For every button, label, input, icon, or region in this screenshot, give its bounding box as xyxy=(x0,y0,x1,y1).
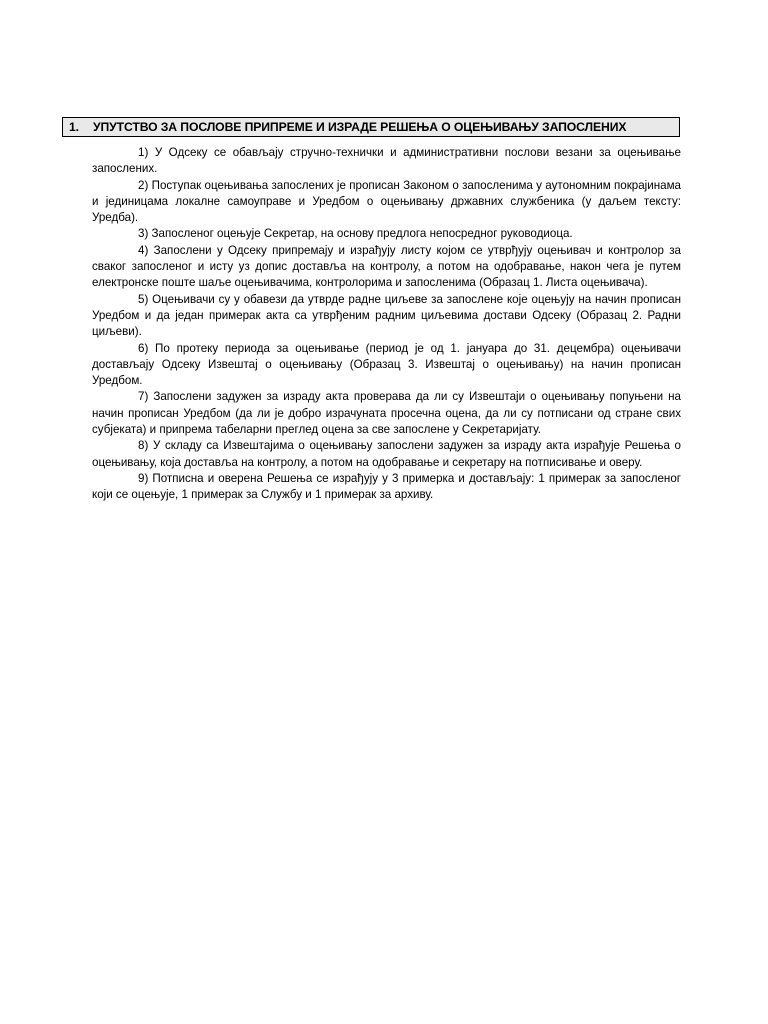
paragraph-7: 7) Запослени задужен за израду акта проверава да ли су Извештаји о оцењивању попуњени на начин прописан Уредбом (да ли је добро израчуната просечна оцена, да ли су потписани од стране свих субјеката) и припрема табеларни преглед оцена за све запослене у Секретаријату. xyxy=(92,390,681,437)
paragraph-6: 6) По протеку периода за оцењивање (период је од 1. јануара до 31. децембра) оцењивачи достављају Одсеку Извештај о оцењивању (Образац 3. Извештај о оцењивању) на начин прописан Уредбом. xyxy=(92,341,681,388)
section-title: УПУТСТВО ЗА ПОСЛОВЕ ПРИПРЕМЕ И ИЗРАДЕ РЕШЕЊА О ОЦЕЊИВАЊУ ЗАПОСЛЕНИХ xyxy=(93,120,627,134)
paragraph-8: 8) У складу са Извештајима о оцењивању запослени задужен за израду акта израђује Решења о оцењивању, која доставља на контролу, а потом на одобравање и секретару на потписивање и оверу. xyxy=(92,439,681,469)
paragraph-3: 3) Запосленог оцењује Секретар, на основу предлога непосредног руководиоца. xyxy=(138,227,573,241)
paragraph-4: 4) Запослени у Одсеку припремају и израђују листу којом се утврђују оцењивач и контролор за сваког запосленог и исту уз допис доставља на контролу, а потом на одобравање, након чега је путем електронске поште шаље оцењивачима, контролорима и запосленима (Образац 1. Листа оцењивача). xyxy=(92,243,681,290)
instructions-body xyxy=(92,145,681,504)
section-heading xyxy=(62,117,680,137)
paragraph-9: 9) Потписна и оверена Решења се израђују у 3 примерка и достављају: 1 примерак за запосленог који се оцењује, 1 примерак за Службу и 1 примерак за архиву. xyxy=(92,471,681,502)
section-number: 1. xyxy=(69,120,79,134)
paragraph-2: 2) Поступак оцењивања запослених је прописан Законом о запосленима у аутономним покрајинама и јединицама локалне самоуправе и Уредбом о оцењивању државних службеника (у даљем тексту: Уредба). xyxy=(92,178,681,225)
paragraph-1: 1) У Одсеку се обављају стручно-технички и административни послови везани за оцењивање запослених. xyxy=(92,146,681,176)
paragraph-5: 5) Оцењивачи су у обавези да утврде радне циљеве за запослене које оцењују на начин прописан Уредбом и да један примерак акта са утврђеним радним циљевима достави Одсеку (Образац 2. Радни циљеви). xyxy=(92,292,681,339)
